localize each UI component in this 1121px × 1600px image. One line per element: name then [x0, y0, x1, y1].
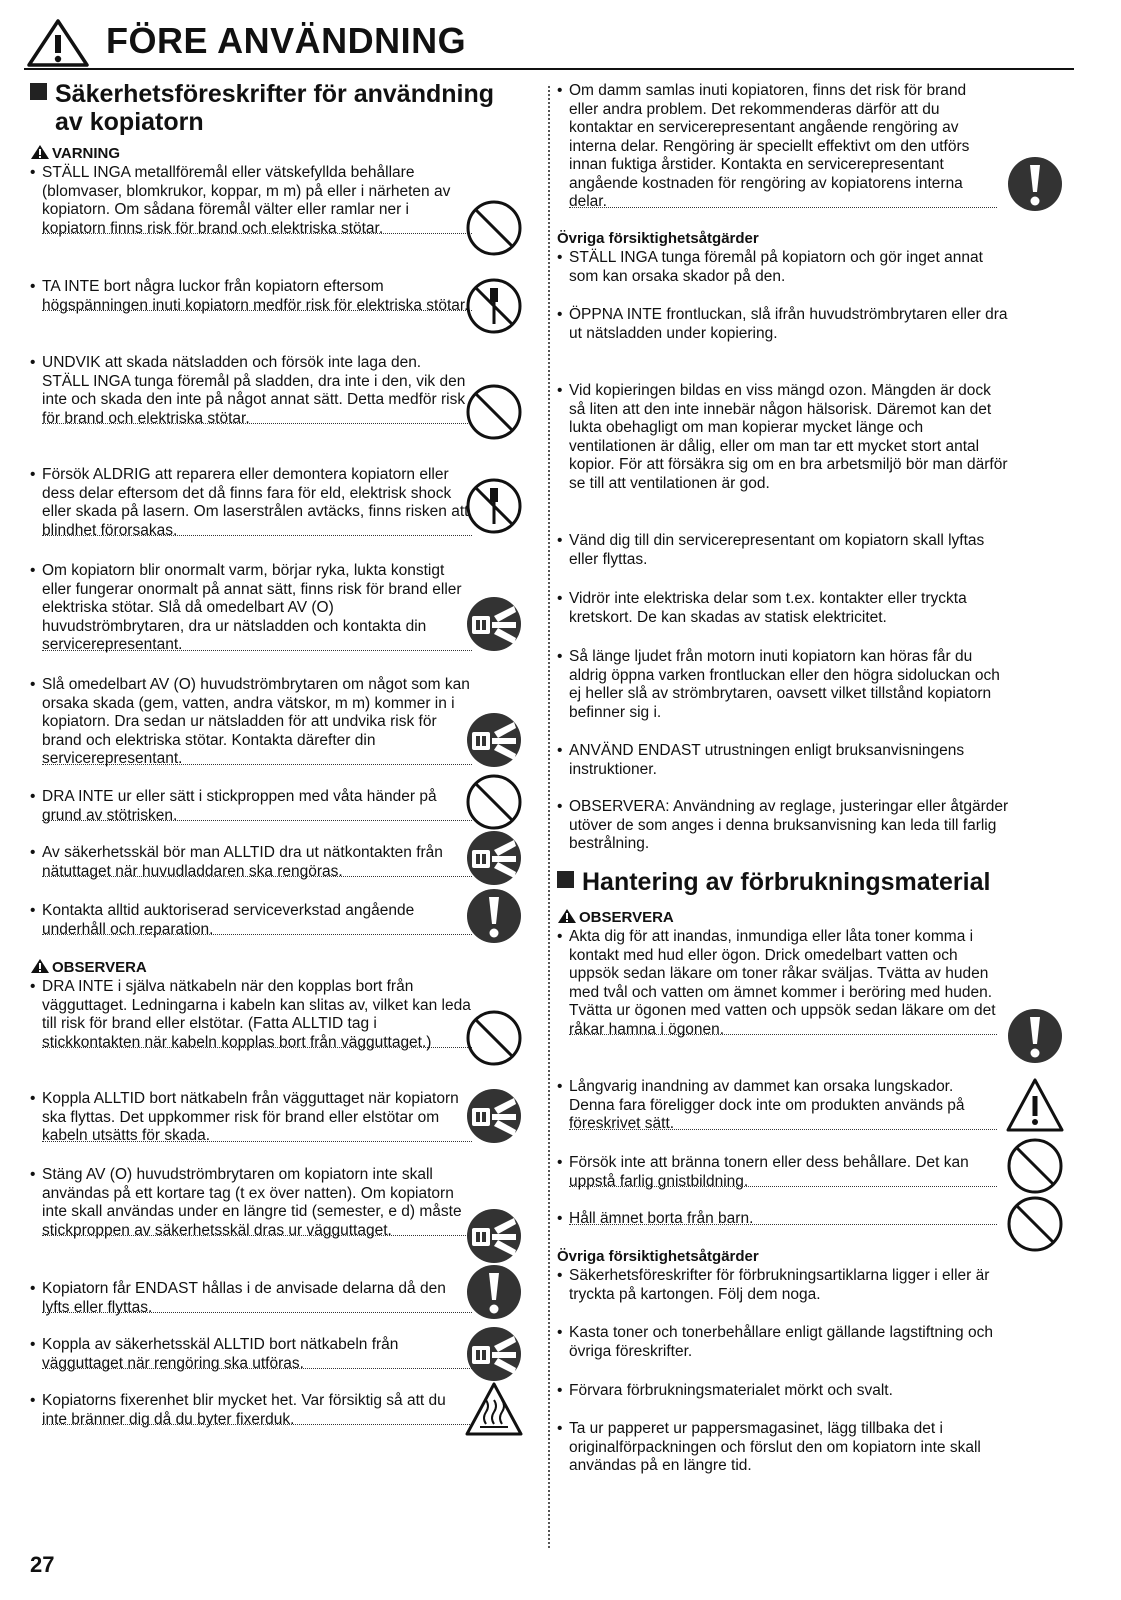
list-item: • Förvara förbrukningsmaterialet mörkt och svalt.	[557, 1382, 1009, 1401]
list-item: • Av säkerhetsskäl bör man ALLTID dra ut nätkontakten från nätuttaget när huvudladdaren ska rengöras.	[30, 844, 472, 877]
list-item: • ANVÄND ENDAST utrustningen enligt bruksanvisningens instruktioner.	[557, 742, 1009, 779]
unplug-icon	[464, 1086, 524, 1146]
list-item: • Koppla av säkerhetsskäl ALLTID bort nätkabeln från vägguttaget när rengöring ska utföras.	[30, 1336, 472, 1369]
square-bullet-icon	[30, 83, 47, 100]
warning-heading: VARNING	[30, 144, 120, 162]
do-not-disassemble-icon	[464, 476, 524, 536]
list-item: • Försök inte att bränna tonern eller dess behållare. Det kan uppstå farlig gnistbildning.	[557, 1154, 997, 1187]
list-item: • Håll ämnet borta från barn.	[557, 1210, 997, 1225]
list-item: • Säkerhetsföreskrifter för förbrukningsartiklarna ligger i eller är tryckta på kartongen. Följ dem noga.	[557, 1267, 1009, 1304]
list-item: • Kontakta alltid auktoriserad serviceverkstad angående underhåll och reparation.	[30, 902, 472, 935]
mandatory-action-icon	[464, 1262, 524, 1322]
list-item: • Vid kopieringen bildas en viss mängd ozon. Mängden är dock så liten att den inte innebär någon hälsorisk. Däremot kan det lukta obehagligt om man kopierar mycket länge och ventilationen är dålig, eller om man tar ett mycket stort antal kopior. För att försäkra sig om en bra arbetsmiljö bör man därför se till att ventilationen är god.	[557, 382, 1009, 493]
prohibited-icon	[464, 382, 524, 442]
list-item: • STÄLL INGA tunga föremål på kopiatorn och gör inget annat som kan orsaka skador på den.	[557, 249, 1009, 286]
list-item: • Vidrör inte elektriska delar som t.ex. kontakter eller tryckta kretskort. De kan skadas av statisk elektricitet.	[557, 590, 1009, 627]
list-item: • DRA INTE i själva nätkabeln när den kopplas bort från vägguttaget. Ledningarna i kabeln kan slitas av, vilket kan leda till risk för brand eller elstötar. (Fatta ALLTID tag i stickkontakten när kabeln kopplas bort från vägguttaget.)	[30, 978, 472, 1048]
unplug-icon	[464, 710, 524, 770]
unplug-icon	[464, 594, 524, 654]
warning-small-icon	[30, 144, 50, 160]
caution-small-icon	[557, 908, 577, 924]
list-item: • DRA INTE ur eller sätt i stickproppen med våta händer på grund av stötrisken.	[30, 788, 472, 821]
mandatory-action-icon	[1005, 154, 1065, 214]
list-item: • Koppla ALLTID bort nätkabeln från vägguttaget när kopiatorn ska flyttas. Det uppkommer risk för brand eller elstötar om kabeln utsätts för skada.	[30, 1090, 472, 1142]
list-item: • Om damm samlas inuti kopiatoren, finns det risk för brand eller andra problem. Det rekommenderas därför att du kontaktar en servicerepresentant angående rengöring av interna delar. Rengöring är speciellt effektivt om den utförs innan fuktiga årstider. Kontakta en servicerepresentant angående kostnaden för rengöring av kopiatorens interna delar.	[557, 82, 997, 208]
page-number: 27	[30, 1552, 55, 1577]
list-item: • ÖPPNA INTE frontluckan, slå ifrån huvudströmbrytaren eller dra ut nätsladden under kopiering.	[557, 306, 1009, 343]
list-item: • OBSERVERA: Användning av reglage, justeringar eller åtgärder utöver de som anges i denna bruksanvisning kan leda till farlig bestrålning.	[557, 798, 1009, 854]
mandatory-action-icon	[1005, 1006, 1065, 1066]
prohibited-icon	[464, 772, 524, 832]
header-rule	[24, 68, 1074, 70]
list-item: • Slå omedelbart AV (O) huvudströmbrytaren om något som kan orsaka skada (gem, vatten, andra vätskor, m m) kommer in i kopiatorn. Dra sedan ur nätsladden för att undvika risk för brand och elektriska stötar. Kontakta därefter din servicerepresentant.	[30, 676, 472, 765]
list-item: • Akta dig för att inandas, inmundiga eller låta toner komma i kontakt med hud eller ögon. Drick omedelbart vatten och uppsök sedan läkare om toner råkar sväljas. Tvätta av huden med tvål och vatten om ämnet kommer i beröring med huden. Tvätta ur ögonen med vatten och uppsök sedan läkare om det råkar hamna i ögonen.	[557, 928, 997, 1035]
list-item: • STÄLL INGA metallföremål eller vätskefyllda behållare (blomvaser, blomkrukor, koppar, m m) på eller i närheten av kopiatorn. Om sådana föremål välter eller ramlar ner i kopiatorn finns risk för brand och elektriska stötar.	[30, 164, 472, 234]
square-bullet-icon	[557, 871, 574, 888]
list-item: • UNDVIK att skada nätsladden och försök inte laga den. STÄLL INGA tunga föremål på sladden, dra inte i den, vik den inte och skada den inte på något annat sätt. Detta medför risk för brand och elektriska stötar.	[30, 354, 472, 424]
list-item: • Kopiatorns fixerenhet blir mycket het. Var försiktig så att du inte bränner dig då du byter fixerduk.	[30, 1392, 472, 1425]
section-title-consumables: Hantering av förbrukningsmaterial	[557, 868, 1072, 896]
unplug-icon	[464, 1324, 524, 1384]
list-item: • TA INTE bort några luckor från kopiatorn eftersom högspänningen inuti kopiatorn medför risk för elektriska stötar.	[30, 278, 472, 311]
caution-heading: OBSERVERA	[30, 958, 147, 976]
caution-small-icon	[30, 958, 50, 974]
list-item: • Ta ur papperet ur pappersmagasinet, lägg tillbaka det i originalförpackningen och förslut den om kopiatorn inte skall användas på en längre tid.	[557, 1420, 1009, 1476]
other-precautions-heading-2: Övriga försiktighetsåtgärder	[557, 1248, 759, 1265]
do-not-disassemble-icon	[464, 276, 524, 336]
list-item: • Vänd dig till din servicerepresentant om kopiatorn skall lyftas eller flyttas.	[557, 532, 1009, 569]
page-title: FÖRE ANVÄNDNING	[106, 20, 467, 61]
unplug-icon	[464, 828, 524, 888]
section-title-safety: Säkerhetsföreskrifter för användning av kopiatorn	[30, 80, 530, 136]
list-item: • Om kopiatorn blir onormalt varm, börjar ryka, lukta konstigt eller fungerar onormalt på annat sätt, finns risk för brand eller elektriska stötar. Slå då omedelbart AV (O) huvudströmbrytaren, dra ur nätsladden och kontakta din servicerepresentant.	[30, 562, 472, 651]
column-divider	[548, 86, 550, 1548]
list-item: • Stäng AV (O) huvudströmbrytaren om kopiatorn inte skall användas på ett kortare tag (t ex över natten). Om kopiatorn inte skall användas under en längre tid (semester, e d) måste stickproppen av säkerhetsskäl dras ur vägguttaget.	[30, 1166, 472, 1236]
prohibited-icon	[1005, 1136, 1065, 1196]
prohibited-icon	[1005, 1194, 1065, 1254]
hot-surface-icon	[464, 1380, 524, 1440]
unplug-icon	[464, 1206, 524, 1266]
list-item: • Försök ALDRIG att reparera eller demontera kopiatorn eller dess delar eftersom det då finns fara för eld, elektrisk shock eller skada på lasern. Om laserstrålen avtäcks, finns risken att blindhet förorsakas.	[30, 466, 472, 536]
caution-heading-2: OBSERVERA	[557, 908, 674, 926]
warning-icon	[1005, 1076, 1065, 1136]
list-item: • Kasta toner och tonerbehållare enligt gällande lagstiftning och övriga föreskrifter.	[557, 1324, 1009, 1361]
list-item: • Kopiatorn får ENDAST hållas i de anvisade delarna då den lyfts eller flyttas.	[30, 1280, 472, 1313]
prohibited-icon	[464, 198, 524, 258]
prohibited-icon	[464, 1008, 524, 1068]
list-item: • Långvarig inandning av dammet kan orsaka lungskador. Denna fara föreligger dock inte om produkten används på föreskrivet sätt.	[557, 1078, 997, 1130]
list-item: • Så länge ljudet från motorn inuti kopiatorn kan höras får du aldrig öppna varken frontluckan eller den högra sidoluckan och ej heller slå av strömbrytaren, oavsett vilket tillstånd kopiatorn befinner sig i.	[557, 648, 1009, 722]
page-header	[24, 18, 1074, 70]
warning-triangle-icon	[26, 18, 90, 68]
mandatory-action-icon	[464, 886, 524, 946]
other-precautions-heading-1: Övriga försiktighetsåtgärder	[557, 230, 759, 247]
